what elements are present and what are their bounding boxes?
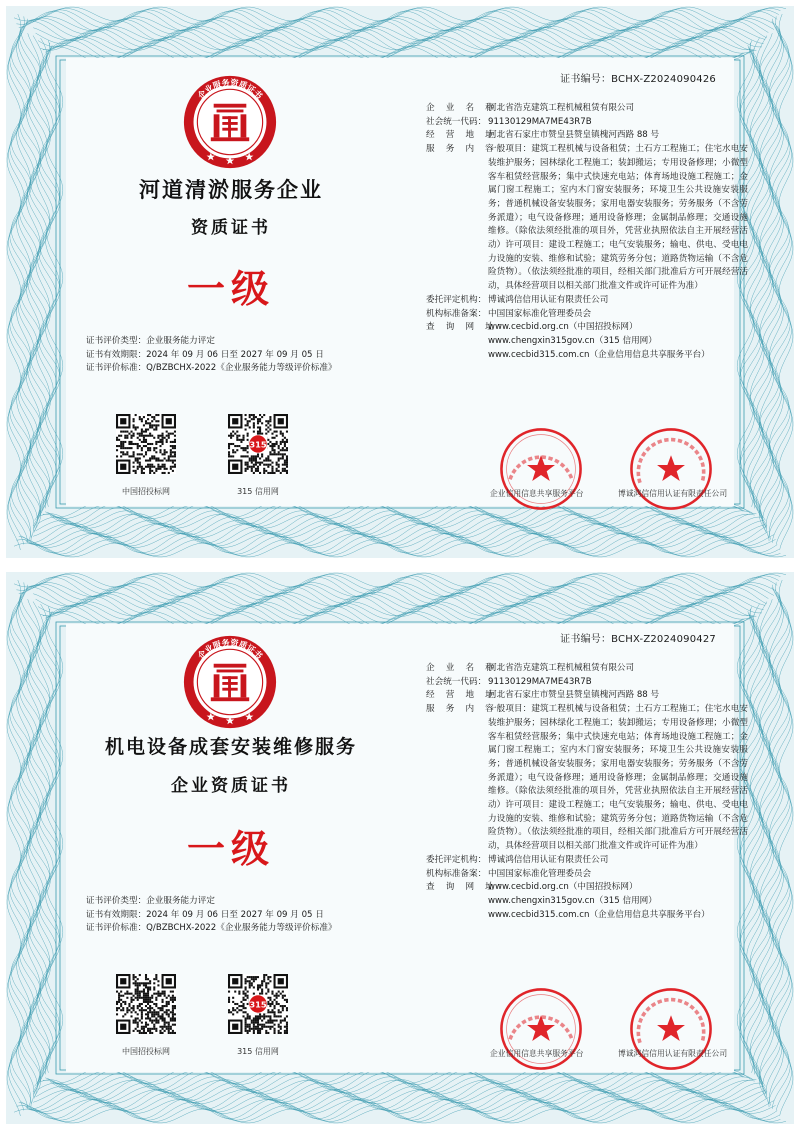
qr-badge-315: 315 bbox=[249, 999, 267, 1010]
service-scope: 一般项目：建筑工程机械与设备租赁；土石方工程施工；住宅水电安装维护服务；园林绿化工程施工；装卸搬运；专用设备修理；小微型客车租赁经营服务；集中式快速充电站；体育场地设施工程施工；金属门窗工程施工；室内木门窗安装服务；环境卫生公共设施安装服务；普通机械设备安装服务；家用电器安装服务；劳务服务（不含劳务派遣）；电气设备修理；通用设备修理；金属制品修理；交通设施维修。（除依法须经批准的项目外，凭营业执照依法自主开展经营活动）许可项目：建设工程施工；电气安装服务；输电、供电、受电电力设施的安装、维修和试验；建筑劳务分包；道路货物运输（不含危险货物）。（依法须经批准的项目，经相关部门批准后方可开展经营活动，具体经营项目以相关部门批准文件或许可证件为准） bbox=[488, 144, 748, 292]
query-url-3[interactable]: www.cecbid315.com.cn（企业信用信息共享服务平台） bbox=[488, 909, 710, 920]
qr-code-icon[interactable] bbox=[116, 974, 176, 1034]
certificate-number: 证书编号：BCHX-Z2024090426 bbox=[560, 74, 716, 85]
query-url-3[interactable]: www.cecbid315.com.cn（企业信用信息共享服务平台） bbox=[488, 349, 710, 360]
qr-code-icon[interactable] bbox=[228, 974, 288, 1034]
qr-badge-315: 315 bbox=[249, 439, 267, 450]
query-url-label: 查 询 网 址： bbox=[426, 322, 511, 333]
qr-label-315: 315 信用网 bbox=[237, 1047, 279, 1056]
certificate-subtitle: 资质证书 bbox=[191, 218, 271, 238]
company-name-label: 企 业 名 称： bbox=[426, 663, 511, 673]
qr-label-cecbid: 中国招投标网 bbox=[122, 1047, 170, 1056]
credit-code: 91130129MA7ME43R7B bbox=[488, 116, 592, 127]
evaluation-type: 证书评价类型：企业服务能力评定 bbox=[86, 336, 215, 346]
certification-company-stamp-label: 博诚鸿信信用认证有限责任公司 bbox=[618, 1049, 728, 1058]
platform-stamp-icon bbox=[498, 986, 584, 1072]
qr-code-icon[interactable] bbox=[116, 414, 176, 474]
qr-code-icon[interactable] bbox=[228, 414, 288, 474]
service-scope: 一般项目：建筑工程机械与设备租赁；土石方工程施工；住宅水电安装维护服务；园林绿化工程施工；装卸搬运；专用设备修理；小微型客车租赁经营服务；集中式快速充电站；体育场地设施工程施工；金属门窗工程施工；室内木门窗安装服务；环境卫生公共设施安装服务；普通机械设备安装服务；家用电器安装服务；劳务服务（不含劳务派遣）；电气设备修理；通用设备修理；金属制品修理；交通设施维修。（除依法须经批准的项目外，凭营业执照依法自主开展经营活动）许可项目：建设工程施工；电气安装服务；输电、供电、受电电力设施的安装、维修和试验；建筑劳务分包；道路货物运输（不含危险货物）。（依法须经批准的项目，经相关部门批准后方可开展经营活动，具体经营项目以相关部门批准文件或许可证件为准） bbox=[488, 704, 748, 852]
qr-label-cecbid: 中国招投标网 bbox=[122, 487, 170, 496]
filing-agency: 中国国家标准化管理委员会 bbox=[488, 868, 592, 879]
evaluation-details bbox=[86, 895, 337, 936]
address-label: 经 营 地 址： bbox=[426, 130, 511, 141]
address: 河北省石家庄市赞皇县赞皇镇槐河西路 88 号 bbox=[488, 130, 660, 141]
credit-code-label: 社会统一代码： bbox=[426, 116, 487, 127]
filing-agency: 中国国家标准化管理委员会 bbox=[488, 308, 592, 319]
emblem-arc-text: 企业服务资质证书 bbox=[195, 637, 265, 661]
filing-label: 机构标准备案： bbox=[426, 308, 487, 319]
certificate-level: 一级 bbox=[186, 266, 275, 311]
certificate-title: 河道清淤服务企业 bbox=[139, 177, 323, 202]
company-info bbox=[426, 662, 748, 922]
validity-period: 证书有效期限：2024 年 09 月 06 日至 2027 年 09 月 05 日 bbox=[86, 909, 324, 920]
entrust-label: 委托评定机构： bbox=[426, 294, 487, 305]
emblem-arc-text: 企业服务资质证书 bbox=[195, 77, 265, 101]
service-scope-label: 服 务 内 容： bbox=[426, 144, 511, 155]
company-name: 河北省浩克建筑工程机械租赁有限公司 bbox=[488, 103, 635, 113]
query-url-2[interactable]: www.chengxin315gov.cn（315 信用网） bbox=[488, 335, 657, 346]
credit-code: 91130129MA7ME43R7B bbox=[488, 676, 592, 687]
filing-label: 机构标准备案： bbox=[426, 868, 487, 879]
platform-stamp-icon bbox=[498, 426, 584, 512]
query-url-1[interactable]: www.cecbid.org.cn（中国招投标网） bbox=[488, 322, 638, 333]
address-label: 经 营 地 址： bbox=[426, 690, 511, 701]
certification-company-stamp-icon bbox=[628, 426, 714, 512]
evaluation-standard: 证书评价标准：Q/BZBCHX-2022《企业服务能力等级评价标准》 bbox=[86, 363, 337, 374]
certificate-emblem-icon bbox=[182, 634, 278, 730]
evaluation-details bbox=[86, 335, 337, 376]
company-info bbox=[426, 102, 748, 362]
platform-stamp-label: 企业信用信息共享服务平台 bbox=[490, 1049, 584, 1058]
evaluation-type: 证书评价类型：企业服务能力评定 bbox=[86, 896, 215, 906]
entrust-agency: 博诚鸿信信用认证有限责任公司 bbox=[488, 294, 609, 305]
certificate-level: 一级 bbox=[186, 826, 275, 871]
query-url-1[interactable]: www.cecbid.org.cn（中国招投标网） bbox=[488, 882, 638, 893]
platform-stamp-label: 企业信用信息共享服务平台 bbox=[490, 489, 584, 498]
entrust-label: 委托评定机构： bbox=[426, 854, 487, 865]
certification-company-stamp-icon bbox=[628, 986, 714, 1072]
service-scope-label: 服 务 内 容： bbox=[426, 704, 511, 715]
entrust-agency: 博诚鸿信信用认证有限责任公司 bbox=[488, 854, 609, 865]
certification-company-stamp-label: 博诚鸿信信用认证有限责任公司 bbox=[618, 489, 728, 498]
certificate-title: 机电设备成套安装维修服务 bbox=[104, 736, 357, 758]
query-url-label: 查 询 网 址： bbox=[426, 882, 511, 893]
evaluation-standard: 证书评价标准：Q/BZBCHX-2022《企业服务能力等级评价标准》 bbox=[86, 923, 337, 934]
certificate-2 bbox=[6, 572, 794, 1124]
certificate-1 bbox=[6, 6, 794, 558]
certificate-emblem-icon bbox=[182, 74, 278, 170]
company-name: 河北省浩克建筑工程机械租赁有限公司 bbox=[488, 663, 635, 673]
certificate-number: 证书编号：BCHX-Z2024090427 bbox=[560, 634, 716, 645]
certificate-subtitle: 企业资质证书 bbox=[171, 776, 291, 796]
query-url-2[interactable]: www.chengxin315gov.cn（315 信用网） bbox=[488, 895, 657, 906]
address: 河北省石家庄市赞皇县赞皇镇槐河西路 88 号 bbox=[488, 690, 660, 701]
qr-label-315: 315 信用网 bbox=[237, 487, 279, 496]
validity-period: 证书有效期限：2024 年 09 月 06 日至 2027 年 09 月 05 日 bbox=[86, 349, 324, 360]
company-name-label: 企 业 名 称： bbox=[426, 103, 511, 113]
credit-code-label: 社会统一代码： bbox=[426, 676, 487, 687]
